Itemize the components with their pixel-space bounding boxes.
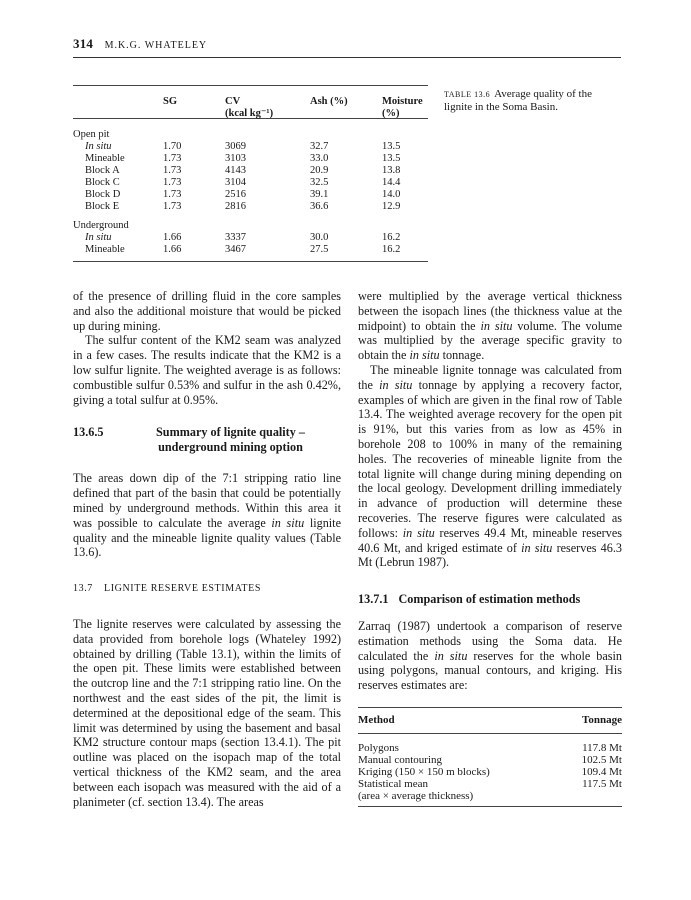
row-label: In situ [85, 141, 112, 152]
table-row [73, 189, 428, 201]
col-header-sg: SG [163, 96, 178, 107]
table-row [73, 165, 428, 177]
cell-cv: 2516 [225, 189, 246, 200]
cell-method: Kriging (150 × 150 m blocks) [358, 765, 490, 778]
text-run-italic: in situ [434, 648, 468, 663]
row-label: Block D [85, 189, 121, 200]
col-header-moisture-l2: (%) [382, 108, 400, 119]
table-row [73, 201, 428, 213]
text-run-italic: in situ [379, 377, 413, 392]
section-title-line1: Summary of lignite quality – [156, 425, 305, 440]
running-author: M.K.G. WHATELEY [104, 40, 208, 51]
cell-ash: 32.7 [310, 141, 329, 152]
table-13-6 [73, 85, 428, 262]
col-header-ash: Ash (%) [310, 96, 348, 107]
paragraph: of the presence of drilling fluid in the core samples and also the additional moisture that would be picked up during mining. [73, 289, 341, 333]
group-row [73, 220, 428, 232]
table-row [358, 742, 622, 754]
col-header-cv-l1: CV [225, 96, 241, 107]
cell-ash: 39.1 [310, 189, 329, 200]
row-label: Mineable [85, 153, 125, 164]
text-run: lignite quality and the mineable lignite quality values (Table 13.6). [73, 515, 341, 560]
section-number: 13.7.1 [358, 592, 389, 607]
text-run: tonnage by applying a recovery factor, examples of which are given in the final row of Table 13.4. The weighted average recovery for the open pit is 91%, but this varies from as low as 45% in borehole 208 to 100% in many of the remaining holes. The recoveries of mineable lignite from the total lignite will change during mining depending on the local geology. Development drilling immediately in advance of production will determine these recoveries. The reserve figures were calculated as follows: [358, 377, 623, 540]
cell-method: Statistical mean [358, 777, 428, 790]
text-run: reserves for the whole basin using polygons, manual contours, and kriging. His reserves estimates are: [358, 648, 622, 693]
table-caption-label: TABLE 13.6 [444, 90, 491, 99]
text-run: reserves 46.3 Mt (Lebrun 1987). [358, 540, 622, 570]
col-header-cv [225, 96, 273, 120]
section-heading-13-7 [73, 582, 341, 597]
cell-sg: 1.66 [163, 244, 182, 255]
cell-moisture: 12.9 [382, 201, 401, 212]
col-header-method: Method [358, 713, 395, 726]
table-header-row [73, 86, 428, 118]
row-label: Mineable [85, 244, 125, 255]
row-label: Block A [85, 165, 120, 176]
cell-sg: 1.73 [163, 153, 182, 164]
text-run: were multiplied by the average vertical thickness between the isopach lines (the thickness value at the midpoint) to obtain the [358, 289, 622, 333]
cell-cv: 2816 [225, 201, 246, 212]
cell-tonnage: 109.4 Mt [581, 765, 622, 778]
cell-cv: 4143 [225, 165, 246, 176]
cell-sg: 1.73 [163, 165, 182, 176]
cell-ash: 32.5 [310, 177, 329, 188]
section-heading-13-7-1 [358, 592, 622, 607]
paragraph [358, 619, 622, 693]
cell-sg: 1.73 [163, 201, 182, 212]
paragraph [358, 363, 622, 570]
cell-moisture: 14.0 [382, 189, 401, 200]
text-run-italic: in situ [521, 540, 553, 555]
cell-method: (area × average thickness) [358, 789, 474, 802]
table-row [358, 754, 622, 766]
cell-cv: 3103 [225, 153, 246, 164]
cell-tonnage: 102.5 Mt [581, 753, 622, 766]
group-label: Open pit [73, 129, 110, 140]
row-label: In situ [85, 232, 112, 243]
cell-tonnage: 117.5 Mt [582, 777, 622, 790]
text-run-italic: in situ [409, 348, 440, 363]
section-title: Comparison of estimation methods [398, 592, 581, 607]
cell-ash: 36.6 [310, 201, 329, 212]
left-column [73, 289, 341, 809]
table-caption-text: Average quality of the lignite in the Soma Basin. [444, 88, 592, 113]
row-label: Block C [85, 177, 120, 188]
table-row [73, 244, 428, 256]
text-run: tonnage. [439, 348, 485, 363]
table-bottom-rule [73, 261, 428, 262]
col-header-tonnage: Tonnage [582, 713, 622, 726]
cell-method: Manual contouring [358, 753, 443, 766]
table-caption [444, 88, 619, 114]
col-header-cv-l2: (kcal kg⁻¹) [225, 108, 274, 119]
col-header-moisture-l1: Moisture [382, 96, 423, 107]
section-title [120, 425, 341, 455]
running-header [73, 36, 207, 52]
text-run: volume. The volume was multiplied by the average specific gravity to obtain the [358, 318, 623, 363]
cell-sg: 1.73 [163, 177, 182, 188]
cell-sg: 1.66 [163, 232, 182, 243]
cell-method: Polygons [358, 741, 399, 754]
cell-ash: 33.0 [310, 153, 329, 164]
cell-ash: 30.0 [310, 232, 329, 243]
group-label: Underground [73, 220, 129, 231]
page-number: 314 [73, 36, 94, 51]
header-rule [73, 57, 621, 58]
section-title: LIGNITE RESERVE ESTIMATES [104, 583, 261, 595]
cell-moisture: 16.2 [382, 232, 401, 243]
table-row [73, 177, 428, 189]
paragraph [358, 289, 622, 363]
cell-sg: 1.70 [163, 141, 182, 152]
text-run-italic: in situ [480, 318, 513, 333]
cell-moisture: 14.4 [382, 177, 401, 188]
section-number: 13.7 [73, 583, 93, 595]
table-row [73, 141, 428, 153]
paragraph: The sulfur content of the KM2 seam was analyzed in a few cases. The results indicate that the KM2 is a low sulfur lignite. The weighted average is as follows: combustible sulfur 0.53% and sulfur in the ash 0.42%, giving a total sulfur at 0.95%. [73, 333, 341, 407]
text-run: Zarraq (1987) undertook a comparison of reserve estimation methods using the Soma data. He calculated the [358, 618, 622, 663]
section-heading-13-6-5 [73, 425, 341, 455]
cell-moisture: 13.8 [382, 165, 401, 176]
paragraph [73, 471, 341, 560]
cell-cv: 3467 [225, 244, 246, 255]
cell-moisture: 13.5 [382, 153, 401, 164]
method-table-body [358, 734, 622, 806]
text-run-italic: in situ [271, 515, 305, 530]
text-run: The areas down dip of the 7:1 stripping ratio line defined that part of the basin that could be potentially mined by underground methods. Within this area it was possible to calculate the average [73, 471, 341, 530]
table-row [73, 232, 428, 244]
method-table-bottom-rule [358, 806, 622, 807]
cell-cv: 3069 [225, 141, 246, 152]
method-table-header [358, 708, 622, 733]
cell-cv: 3337 [225, 232, 246, 243]
section-number: 13.6.5 [73, 425, 104, 440]
right-column [358, 289, 622, 807]
text-run: reserves 49.4 Mt, mineable reserves 40.6 Mt, and kriged estimate of [358, 525, 622, 555]
cell-moisture: 16.2 [382, 244, 401, 255]
table-row [358, 778, 622, 790]
cell-ash: 20.9 [310, 165, 329, 176]
paragraph: The lignite reserves were calculated by assessing the data provided from borehole logs (Whateley 1992) obtained by drilling (Table 13.1), within the limits of the open pit. These limits were established between the outcrop line and the 7:1 stripping ratio line. On the northwest and the east sides of the pit, the limit is determined at the depositional edge of the seam. This limit was determined by using the basement and basal KM2 structure contour maps (section 13.4.1). The pit outline was placed on the isopach map of the total vertical thickness of the KM2 seam, and the area between each isopach was measured with the aid of a planimeter (cf. section 13.4). The areas [73, 616, 341, 809]
cell-sg: 1.73 [163, 189, 182, 200]
group-row [73, 129, 428, 141]
cell-moisture: 13.5 [382, 141, 401, 152]
table-row [358, 766, 622, 778]
cell-ash: 27.5 [310, 244, 329, 255]
col-header-moisture [382, 96, 423, 120]
table-row [358, 790, 622, 802]
text-run: The mineable lignite tonnage was calculated from the [358, 362, 622, 392]
text-run-italic: in situ [402, 525, 435, 540]
table-row [73, 153, 428, 165]
section-title-line2: underground mining option [158, 440, 303, 455]
cell-tonnage: 117.8 Mt [582, 741, 622, 754]
method-table [358, 707, 622, 807]
cell-cv: 3104 [225, 177, 246, 188]
row-label: Block E [85, 201, 120, 212]
